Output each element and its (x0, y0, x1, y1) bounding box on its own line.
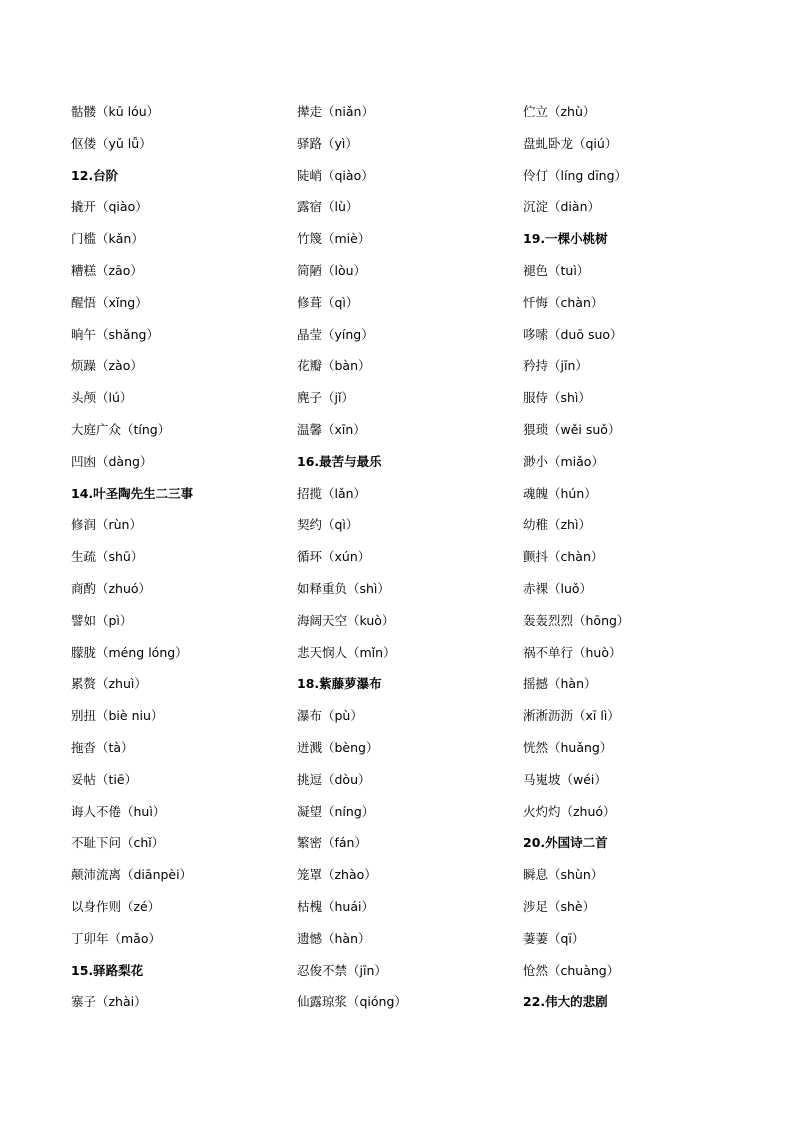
vocab-column-2 (297, 96, 527, 1018)
vocab-entry: 盘虬卧龙（qiú） (523, 135, 618, 151)
vocab-entry: 伫立（zhù） (523, 104, 596, 119)
vocab-entry: 轰轰烈烈（hōng） (523, 612, 630, 628)
vocab-entry: 沉淀（diàn） (523, 199, 600, 215)
vocab-entry: 猥琐（wěi suǒ） (523, 421, 621, 437)
vocab-entry: 恍然（huǎng） (523, 739, 613, 755)
vocab-entry: 萋萋（qī） (523, 930, 585, 946)
vocab-entry: 怆然（chuàng） (523, 962, 620, 978)
vocab-entry: 幼稚（zhì） (523, 517, 591, 533)
vocab-entry: 服侍（shì） (523, 390, 591, 406)
lesson-heading: 14.叶圣陶先生二三事 (71, 485, 194, 501)
vocab-entry: 骷髅（kū lóu） (71, 104, 160, 119)
vocab-entry: 褪色（tuì） (523, 262, 590, 278)
vocab-entry: 糟糕（zāo） (71, 262, 143, 278)
vocab-entry: 修润（rùn） (71, 517, 142, 533)
vocab-entry: 晌午（shǎng） (71, 326, 159, 342)
lesson-heading: 20.外国诗二首 (523, 835, 608, 851)
lesson-heading: 15.驿路梨花 (71, 962, 144, 978)
vocab-entry: 商酌（zhuó） (71, 580, 152, 596)
vocab-entry: 赤裸（luǒ） (523, 580, 593, 596)
vocab-entry: 陡峭（qiào） (297, 167, 374, 183)
vocab-entry: 马嵬坡（wéi） (523, 771, 607, 787)
vocab-entry: 伛偻（yǔ lǚ） (71, 135, 152, 151)
vocab-entry: 瀑布（pù） (297, 708, 363, 724)
vocab-entry: 露宿（lù） (297, 199, 359, 215)
vocab-entry: 丁卯年（mǎo） (71, 930, 161, 946)
vocab-entry: 火灼灼（zhuó） (523, 803, 616, 819)
vocab-entry: 矜持（jīn） (523, 358, 588, 374)
vocab-entry: 拖沓（tà） (71, 739, 134, 755)
vocab-entry: 伶仃（líng dīng） (523, 167, 628, 183)
vocab-entry: 头颅（lú） (71, 390, 133, 406)
vocab-entry: 繁密（fán） (297, 835, 367, 851)
vocab-entry: 迸溅（bèng） (297, 739, 379, 755)
vocab-entry: 悲天悯人（mǐn） (297, 644, 396, 660)
vocab-entry: 如释重负（shì） (297, 580, 390, 596)
lesson-heading: 12.台阶 (71, 167, 119, 183)
vocab-entry: 醒悟（xǐng） (71, 294, 148, 310)
vocab-entry: 颤抖（chàn） (523, 549, 604, 565)
vocab-entry: 笼罩（zhào） (297, 867, 377, 883)
vocab-entry: 淅淅沥沥（xī lì） (523, 708, 620, 724)
vocab-entry: 温馨（xīn） (297, 421, 366, 437)
vocab-entry: 遗憾（hàn） (297, 930, 371, 946)
vocab-entry: 诲人不倦（huì） (71, 803, 166, 819)
vocab-entry: 招揽（lǎn） (297, 485, 367, 501)
lesson-heading: 22.伟大的悲剧 (523, 994, 608, 1010)
vocab-entry: 累赘（zhuì） (71, 676, 147, 692)
vocab-entry: 以身作则（zé） (71, 898, 161, 914)
vocab-column-1 (71, 96, 301, 1018)
vocab-entry: 撵走（niǎn） (297, 104, 374, 119)
vocab-entry: 忍俊不禁（jīn） (297, 962, 387, 978)
vocab-entry: 渺小（miǎo） (523, 453, 604, 469)
vocab-entry: 海阔天空（kuò） (297, 612, 395, 628)
vocab-entry: 寨子（zhài） (71, 994, 147, 1010)
vocab-entry: 麂子（jǐ） (297, 390, 354, 406)
vocab-entry: 竹篾（miè） (297, 231, 371, 247)
vocab-entry: 涉足（shè） (523, 898, 596, 914)
vocab-entry: 修葺（qì） (297, 294, 359, 310)
lesson-heading: 18.紫藤萝瀑布 (297, 676, 382, 692)
vocab-entry: 驿路（yì） (297, 135, 358, 151)
vocab-column-3 (523, 96, 753, 1018)
vocab-entry: 颠沛流离（diānpèi） (71, 867, 193, 883)
vocab-entry: 烦躁（zào） (71, 358, 143, 374)
vocab-entry: 祸不单行（huò） (523, 644, 622, 660)
vocab-entry: 契约（qì） (297, 517, 359, 533)
vocab-entry: 花瓣（bàn） (297, 358, 371, 374)
vocab-entry: 晶莹（yíng） (297, 326, 374, 342)
vocab-entry: 哆嗦（duō suo） (523, 326, 623, 342)
vocab-entry: 撬开（qiào） (71, 199, 148, 215)
vocab-entry: 不耻下问（chǐ） (71, 835, 165, 851)
vocab-entry: 朦胧（méng lóng） (71, 644, 188, 660)
lesson-heading: 16.最苦与最乐 (297, 453, 382, 469)
vocab-entry: 仙露琼浆（qióng） (297, 994, 407, 1010)
vocab-entry: 挑逗（dòu） (297, 771, 371, 787)
vocab-entry: 妥帖（tiē） (71, 771, 138, 787)
vocab-entry: 忏悔（chàn） (523, 294, 604, 310)
vocab-entry: 循环（xún） (297, 549, 371, 565)
vocab-entry: 枯槐（huái） (297, 898, 374, 914)
vocab-entry: 简陋（lòu） (297, 262, 367, 278)
vocab-entry: 大庭广众（tíng） (71, 421, 171, 437)
lesson-heading: 19.一棵小桃树 (523, 231, 608, 247)
vocab-entry: 譬如（pì） (71, 612, 133, 628)
vocab-entry: 凹凼（dàng） (71, 453, 153, 469)
vocab-entry: 生疏（shū） (71, 549, 144, 565)
vocab-entry: 别扭（biè niu） (71, 708, 164, 724)
vocab-entry: 魂魄（hún） (523, 485, 597, 501)
vocab-entry: 门槛（kǎn） (71, 231, 144, 247)
vocab-entry: 摇撼（hàn） (523, 676, 597, 692)
vocab-entry: 瞬息（shùn） (523, 867, 604, 883)
vocab-entry: 凝望（níng） (297, 803, 375, 819)
